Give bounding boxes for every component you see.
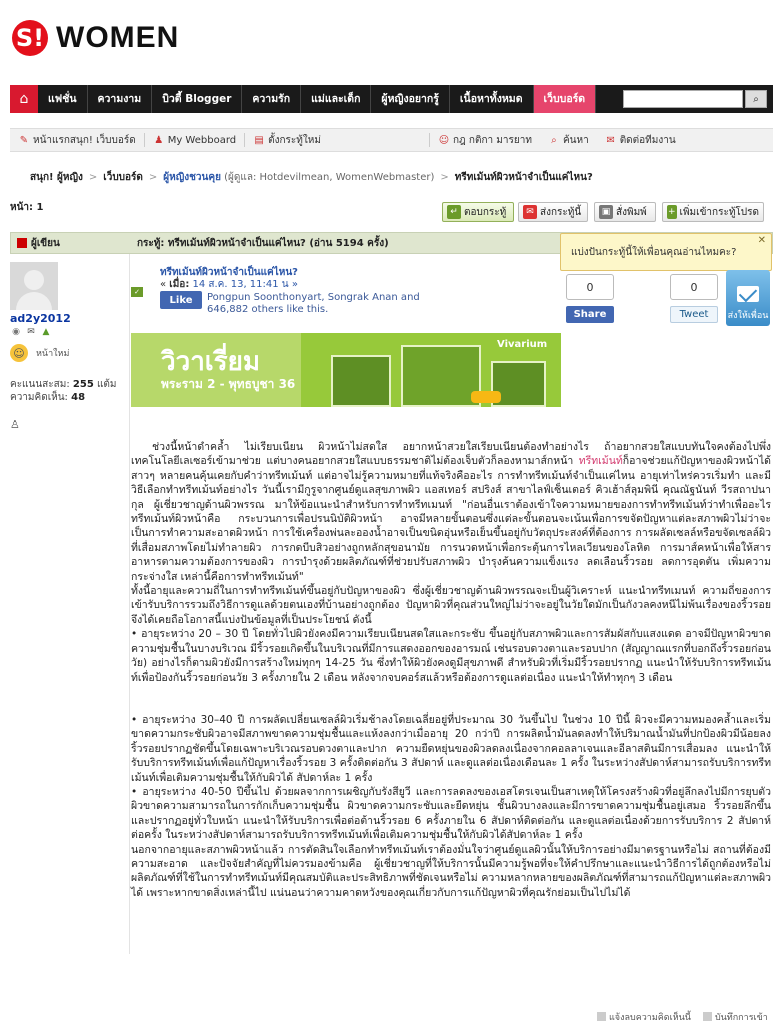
author-icons — [10, 326, 52, 337]
subnav-search[interactable] — [540, 133, 597, 148]
mail-icon: ✉ — [606, 134, 615, 146]
author-name[interactable]: ad2y2012 — [10, 312, 71, 325]
fb-share-label: Share — [573, 309, 607, 320]
text-run: ก็อาจช่วยแก้ปัญหาของผิวหน้าได้ สาวๆ หลายคนคุ้นเคยกับคำว่าทรีทเม้นท์ แต่อาจไม่รู้ความหมายที่แท้จริงคืออะไร การทำทรีทเม้นท์จำเป็นแค่ไหน อายุเท่าไหร่ควรเริ่มทำ และมีวิธีเลือกทำทรีทเม้นท์อย่างไร วันนี้เรามีกูรูจากศูนย์ดูแลสุขภาพผิว แอสเทอร์ สปริงส์ สาขาไลฟ์เซ็นเตอร์ คิวเฮ้าส์ลุมพินี คุณณัฐนันท์ วีรสถาปนากุล ผู้เชี่ยวชาญด้านผิวพรรณ มาให้ข้อแนะนำสำหรับการทำทรีทเมนท์ "ก่อนอื่นเราต้องเข้าใจความหมายของการทำทรีทเม้นท์ว่าทำเพื่ออะไร ทรีทเม้นท์ผิวหน้าคือ กระบวนการเพื่อปรนนิบัติผิวหน้า อาจมีหลายขั้นตอนซึ่งแต่ละขั้นตอนจะเน้นเพื่อการขจัดปัญหาแต่ละสภาพผิวไม่ว่าจะเป็นการทำความสะอาดผิวหน้า การใช้เครื่องพ่นละอองน้ำอาจเป็นขนิดอุ่นหรือเย็นขึ้นอยู่กับวัตถุประสงค์ที่ต้องการ การผลัดเซลล์หรือขจัดเซลล์ผิวที่เสื่อมสภาพโดยไม่ทำลายผิว การกดบีบสิวอย่างถูกหลักสุขอนามัย การนวดหน้าเพื่อกระตุ้นการไหลเวียนของโลหิต การมาส์คหน้าเพื่อให้สารอาหารตามความต้องการของผิว การบำรุงด้วยผลิตภัณฑ์ที่ช่วยปรับสภาพผิว บำรุงค้นความแข็งแรง ลดเลือนริ้วรอย ลดการอุดตัน เพิ่มความกระจ่างใส เหล่านี้คือการทำทรีทเม้นท์" — [131, 455, 771, 583]
nav-item-mom-kids[interactable]: แม่และเด็ก — [301, 85, 371, 113]
share-popup-text: แบ่งปันกระทู้นี้ให้เพื่อนคุณอ่านไหมคะ? — [571, 247, 737, 258]
post-footer — [597, 1010, 768, 1024]
breadcrumb-board[interactable]: เว็บบอร์ด — [103, 172, 143, 183]
article-bullet: • อายุระหว่าง 30–40 ปี การผลัดเปลี่ยนเซลล์ผิวเริ่มช้าลงโดยเฉลี่ยอยู่ที่ประมาณ 30 วันขึ้นไป ในช่วง 10 ปีนี้ ผิวจะมีความหมองคล้ำและเริ่มขาดความกระชับผิวอาจมีสภาพขาดความชุ่มชื้นและแห้งลงกว่าเมื่ออายุ 20 กว่าปี การผลิตน้ำมันลดลงทำให้ปริมาณน้ำมันที่ปกป้องผิวมีน้อยลง ริ้วรอยปรากฏชัดขึ้นโดยเฉพาะบริเวณรอบดวงตาและปาก ความยืดหยุ่นของผิวลดลงเนื่องจากคอลลาเจนและอีลาสตินมีการเสื่อมลง แนะนำให้รับบริการทรีทเม้นท์เพื่อแก้ปัญหาเรื่องริ้วรอย 3 ครั้งติดต่อกัน 3 สัปดาห์ และดูแลต่อเนื่องเดือนละ 1 ครั้ง ในระหว่างสัปดาห์สามารถรับบริการทรีทเม้นท์เพื่อเติมความชุ่มชื้นให้กับผิวได้ สัปดาห์ละ 1 ครั้ง — [131, 713, 771, 784]
banner-brand: วิวาเรี่ยม — [161, 346, 261, 376]
author-scores — [10, 378, 117, 404]
search-icon: ⌕ — [753, 93, 759, 105]
car-graphic — [471, 391, 501, 403]
date-label: เมื่อ: — [169, 279, 190, 290]
search-icon: ⌕ — [551, 134, 557, 146]
smiley-icon: ☺ — [10, 344, 28, 362]
date-value: 14 ส.ค. 13, 11:41 น » — [189, 279, 298, 290]
report-label: แจ้งลบความคิดเห็นนี้ — [609, 1013, 691, 1023]
search-input[interactable] — [623, 90, 743, 108]
subnav-label: ติดต่อทีมงาน — [619, 134, 676, 146]
ad-banner[interactable] — [131, 333, 561, 407]
breadcrumb-current: ทรีทเม้นท์ผิวหน้าจำเป็นแค่ไหน? — [454, 172, 593, 183]
comment-icon: ✎ — [19, 134, 29, 146]
tweet-label: Tweet — [679, 309, 709, 320]
post-date — [160, 277, 298, 292]
article-paragraph: ทั้งนี้อายุและความถี่ในการทำทรีทเม้นท์ขึ้นอยู่กับปัญหาของผิว ซึ่งผู้เชี่ยวชาญด้านผิวพรรณจะเป็นผู้วิเคราะห์ แนะนำทรีทเมนท์ ความถี่ของการเข้ารับบริการรวมถึงวิธีการดูแลด้วยตนเองที่บ้านอย่างถูกต้อง ปัญหาผิวที่คุณส่วนใหญ่ไม่ว่าจะอยู่ในวัยใดมักเป็นกังวลคงหนีไม่พ้นเรื่องของริ้วรอย จึงได้เคยถือโอกาสนี้แบ่งปันข้อมูลที่เป็นประโยชน์ ดังนี้ — [131, 585, 771, 626]
article-bullet: • อายุระหว่าง 20 – 30 ปี โดยทั่วไปผิวยังคงมีความเรียบเนียนสดใสและกระชับ ขึ้นอยู่กับสภาพผิวและการสัมผัสกับแสงแดด อาจมีปัญหาผิวขาดความชุ่มชื้นในบางบริเวณ มีริ้วรอยเกิดขึ้นในบริเวณที่มีการแสดงออกของอารมณ์ เช่นรอบดวงตาและรอบปาก (สัญญาณแรกที่บอกถึงริ้วรอยก่อนวัย) อย่างไรก็ตามผิวยังมีการสร้างใหม่ทุกๆ 14-25 วัน ซึ่งทำให้ผิวยังคงดูมีสุขภาพดี สำหรับผิวที่เริ่มมีริ้วรอยปรากฏ แนะนำให้รับบริการทรีทเม้นท์เพื่อป้องกันริ้วรอยก่อนวัย 3 ครั้งภายใน 2 เดือน หลังจากจบคอร์สแล้วหรือต้องการดูแลต่อเนื่อง แนะนำให้ทำทุกๆ 3 เดือน — [131, 628, 771, 684]
logo-word: WOMEN — [56, 21, 180, 54]
log-icon — [703, 1012, 712, 1021]
building-graphic — [401, 345, 481, 407]
save-log-label: บันทึกการเข้า — [714, 1013, 768, 1023]
upgrade-icon: ▲ — [42, 326, 50, 337]
nav-item-webboard[interactable]: เว็บบอร์ด — [534, 85, 597, 113]
home-icon: ⌂ — [19, 91, 29, 107]
facebook-like-text: Pongpun Soonthonyart, Songrak Anan and 646,882 others like this. — [207, 292, 420, 315]
subnav-rules[interactable] — [430, 133, 540, 148]
subnav-my-webboard[interactable] — [145, 134, 244, 146]
search-button[interactable] — [745, 90, 767, 108]
flag-icon — [17, 238, 27, 248]
share-popup — [560, 233, 772, 271]
nav-item-fashion[interactable]: แฟชั่น — [38, 85, 88, 113]
banner-vivarium: Vivarium — [497, 339, 548, 350]
facebook-share-count: 0 — [566, 274, 614, 300]
facebook-share-button[interactable] — [566, 306, 614, 323]
subnav-new-post[interactable] — [245, 133, 329, 148]
score-unit: แต้ม — [96, 379, 117, 390]
author-column-header — [11, 236, 131, 251]
logo-badge: S! — [12, 20, 48, 56]
breadcrumb-room[interactable]: ผู้หญิงชวนคุย — [163, 172, 221, 183]
subnav-label: ค้นหา — [562, 134, 589, 146]
send-friend-label: ส่งให้เพื่อน — [727, 311, 769, 321]
message-icon[interactable]: ✉ — [27, 326, 35, 337]
post-icon: ▤ — [254, 134, 264, 146]
tweet-button[interactable] — [670, 306, 718, 323]
date-prefix: « — [160, 279, 170, 290]
text-run: ช่วงนี้หน้าดำคล้ำ ไม่เรียบเนียน ผิวหน้าไม่สดใส อยากหน้าสวยใสเรียบเนียนต้องทำอย่างไร ถ้าอยากสวยใสแบบทันใจคงต้องไปพึ่งเทคโนโลยีเลเซอร์เข้ามาช่วย แต่บางคนอยากสวยใสแบบธรรมชาติไม่ต้องเจ็บตัวก็ลองหามาส์กหน้า — [131, 441, 771, 468]
report-link[interactable] — [597, 1010, 691, 1024]
treatment-link[interactable]: ทรีทเม้นท์ — [578, 455, 623, 468]
print-icon: ▣ — [599, 205, 613, 219]
breadcrumb-root[interactable]: สนุก! ผู้หญิง — [30, 172, 83, 183]
thread-subject: กระทู้: ทรีทเม้นท์ผิวหน้าจำเป็นแค่ไหน? (อ่าน 5194 ครั้ง) — [137, 237, 389, 249]
breadcrumb: สนุก! ผู้หญิง > เว็บบอร์ด > ผู้หญิงชวนคุย (ผู้ดูแล: Hotdevilmean, WomenWebmaster) > ทรีทเม้นท์ผิวหน้าจำเป็นแค่ไหน? — [30, 172, 593, 183]
avatar[interactable] — [10, 262, 58, 310]
print-button[interactable] — [594, 202, 656, 222]
nav-item-beauty-blogger[interactable]: บิวตี้ Blogger — [152, 85, 242, 113]
send-topic-button[interactable] — [518, 202, 588, 222]
author-column-label: ผู้เขียน — [31, 237, 60, 249]
print-label: สั่งพิมพ์ — [616, 206, 647, 218]
post-tag-icon: ✓ — [131, 287, 143, 297]
profile-icon[interactable]: ◉ — [12, 326, 20, 337]
banner-subtitle: พระราม 2 - พุทธบูชา 36 — [161, 377, 296, 391]
building-graphic — [331, 355, 391, 407]
send-label: ส่งกระทู้นี้ — [540, 206, 582, 218]
subnav-label: กฎ กติกา มารยาท — [452, 134, 532, 146]
envelope-icon — [737, 286, 759, 302]
close-icon[interactable]: ✕ — [757, 235, 766, 246]
nav-item-women-ask[interactable]: ผู้หญิงอยากรู้ — [371, 85, 450, 113]
author-status — [10, 344, 69, 362]
add-favorite-label: เพิ่มเข้ากระทู้โปรด — [679, 206, 759, 218]
page-number: หน้า: 1 — [10, 202, 44, 213]
score-label: คะแนนสะสม: — [10, 379, 70, 390]
reply-icon: ↵ — [447, 205, 461, 219]
subnav-label: ตั้งกระทู้ใหม่ — [268, 134, 321, 146]
article-bullet: • อายุระหว่าง 40-50 ปีขึ้นไป ด้วยผลจากการเผชิญกับรังสียูวี และการลดลงของเอสโตรเจนเป็นสาเหตุให้โครงสร้างผิวที่อยู่ลึกลงไปมีการยุบตัว ผิวขาดความสามารถในการกักเก็บความชุ่มชื้น ผิวขาดความกระชับและยืดหยุ่น ชั้นผิวบางลงและมีการขาดความชุ่มชื้นอยู่เสมอ ริ้วรอยลึกขึ้นและปรากฏอยู่ทั่วใบหน้า แนะนำให้รับบริการเพื่อต่อต้านริ้วรอย 6 ครั้งภายใน 6 สัปดาห์ติดต่อกัน และดูแลต่อเนื่องด้วยการรับบริการ 2 สัปดาห์ต่อครั้ง ในระหว่างสัปดาห์สามารถรับบริการทรีทเม้นท์เพื่อเติมความชุ่มชื้นให้กับผิวได้สัปดาห์ละ 1 ครั้ง — [131, 785, 771, 842]
subnav-label: My Webboard — [167, 134, 237, 146]
user-tree-icon[interactable]: ♙ — [10, 418, 20, 431]
breadcrumb-room-note: (ผู้ดูแล: Hotdevilmean, WomenWebmaster) — [224, 172, 435, 183]
reply-label: ตอบกระทู้ — [464, 206, 507, 218]
subnav-webboard-home[interactable] — [10, 133, 144, 148]
score-value: 255 — [72, 379, 94, 390]
author-rank: หน้าใหม่ — [36, 349, 70, 359]
author-sidebar — [10, 254, 130, 954]
post-title[interactable]: ทรีทเม้นท์ผิวหน้าจำเป็นแค่ไหน? — [160, 267, 298, 278]
send-to-friend-button[interactable] — [726, 270, 770, 326]
report-icon — [597, 1012, 606, 1021]
fb-like-label: Like — [169, 294, 193, 306]
comments-label: ความคิดเห็น: — [10, 392, 68, 403]
webboard-subnav — [10, 128, 773, 152]
user-icon: ♟ — [154, 134, 164, 146]
twitter-count: 0 — [670, 274, 718, 300]
reply-button[interactable] — [442, 202, 514, 222]
main-nav — [10, 85, 773, 113]
nav-home[interactable] — [10, 85, 38, 113]
nav-item-beauty[interactable]: ความงาม — [88, 85, 153, 113]
subnav-label: หน้าแรกสนุก! เว็บบอร์ด — [33, 134, 136, 146]
post-body — [131, 440, 771, 900]
subnav-contact[interactable] — [597, 133, 684, 148]
article-paragraph: นอกจากอายุและสภาพผิวหน้าแล้ว การตัดสินใจเลือกทำทรีทเม้นท์เราต้องมั่นใจว่าศูนย์ดูแลผิวนั้นให้บริการอย่างมีมาตรฐานหรือไม่ สถานที่ต้องมีความสะอาด และปัจจัยสำคัญที่ไม่ควรมองข้ามคือ ผู้เชี่ยวชาญที่ให้บริการนั้นมีความรู้พอที่จะให้คำปรึกษาและแนะนำวิธีการได้ถูกต้องหรือไม่ ผลิตภัณฑ์ที่ใช้ในการทำทรีทเม้นท์มีคุณสมบัติและประสิทธิภาพที่ชัดเจนหรือไม่ ความหลากหลายของผลิตภัณฑ์ที่สามารถแก้ปัญหาแต่ละสภาพผิวได้ เพราะหากขาดสิ่งเหล่านี้ไป แน่นอนว่าความคาดหวังของคุณเกี่ยวกับการแก้ปัญหาผิวที่คุณรักย่อมเป็นไปไม่ได้ — [131, 843, 771, 899]
article-paragraph — [131, 440, 771, 584]
comments-value: 48 — [71, 392, 86, 403]
save-log-link[interactable] — [703, 1010, 768, 1024]
site-logo[interactable] — [12, 18, 179, 58]
nav-item-all-content[interactable]: เนื้อหาทั้งหมด — [450, 85, 534, 113]
nav-search — [623, 90, 773, 108]
rules-icon: ☺ — [438, 134, 450, 146]
add-favorite-button[interactable] — [662, 202, 764, 222]
nav-item-love[interactable]: ความรัก — [242, 85, 301, 113]
send-icon: ✉ — [523, 205, 537, 219]
plus-icon: + — [668, 207, 676, 217]
facebook-like-button[interactable] — [160, 291, 202, 309]
